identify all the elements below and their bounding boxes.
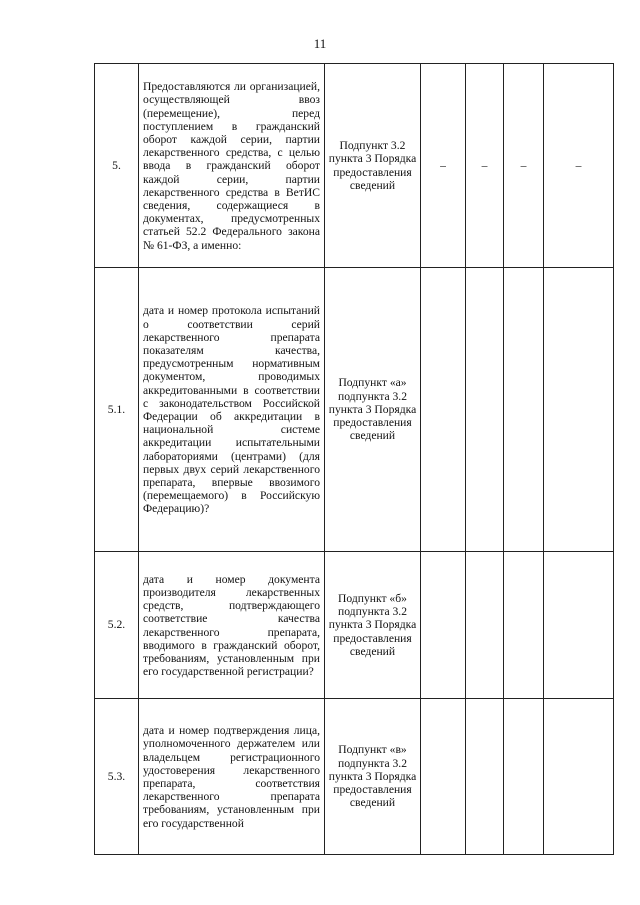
legal-reference: Подпункт 3.2 пункта 3 Порядка предоставления сведений <box>325 64 421 268</box>
answer-cell-note <box>544 699 614 855</box>
question-text: дата и номер документа производителя лекарственных средств, подтверждающего соответствие качества лекарственного препарата, вводимого в гражданский оборот, требованиям, установленным при его государственной регистрации? <box>139 552 325 699</box>
answer-cell-na: – <box>504 64 544 268</box>
answer-cell-no <box>466 268 504 552</box>
answer-cell-na <box>504 699 544 855</box>
answer-cell-note <box>544 552 614 699</box>
answer-cell-yes: – <box>421 64 466 268</box>
row-number: 5.3. <box>95 699 139 855</box>
table-row <box>95 64 614 268</box>
row-number: 5. <box>95 64 139 268</box>
question-text: дата и номер протокола испытаний о соответствии серий лекарственного препарата показателям качества, предусмотренным нормативным документом, проводимых аккредитованными в соответствии с законодательством Российской Федерации об аккредитации в национальной системе аккредитации испытательными лабораториями (центрами) (для первых двух серий лекарственного препарата, впервые ввозимого (перемещаемого) в Российскую Федерацию)? <box>139 268 325 552</box>
answer-cell-yes <box>421 699 466 855</box>
answer-cell-no: – <box>466 64 504 268</box>
legal-reference: Подпункт «б» подпункта 3.2 пункта 3 Порядка предоставления сведений <box>325 552 421 699</box>
table-row <box>95 268 614 552</box>
legal-reference: Подпункт «а» подпункта 3.2 пункта 3 Порядка предоставления сведений <box>325 268 421 552</box>
answer-cell-yes <box>421 268 466 552</box>
answer-cell-note <box>544 268 614 552</box>
answer-cell-note: – <box>544 64 614 268</box>
row-number: 5.2. <box>95 552 139 699</box>
row-number: 5.1. <box>95 268 139 552</box>
page-number: 11 <box>313 36 327 51</box>
table-row <box>95 552 614 699</box>
question-text: дата и номер подтверждения лица, уполномоченного держателем или владельцем регистрационного удостоверения лекарственного препарата, соответствия лекарственного препарата требованиям, установленным при его государственной <box>139 699 325 855</box>
answer-cell-na <box>504 268 544 552</box>
question-text: Предоставляются ли организацией, осуществляющей ввоз (перемещение), перед поступлением в гражданский оборот каждой серии, партии лекарственного средства, с целью ввода в гражданский оборот каждой серии, партии лекарственного средства в ВетИС сведения, содержащиеся в документах, предусмотренных статьей 52.2 Федерального закона № 61-ФЗ, а именно: <box>139 64 325 268</box>
checklist-table <box>94 63 614 855</box>
answer-cell-yes <box>421 552 466 699</box>
table-row <box>95 699 614 855</box>
answer-cell-no <box>466 699 504 855</box>
legal-reference: Подпункт «в» подпункта 3.2 пункта 3 Порядка предоставления сведений <box>325 699 421 855</box>
answer-cell-na <box>504 552 544 699</box>
answer-cell-no <box>466 552 504 699</box>
